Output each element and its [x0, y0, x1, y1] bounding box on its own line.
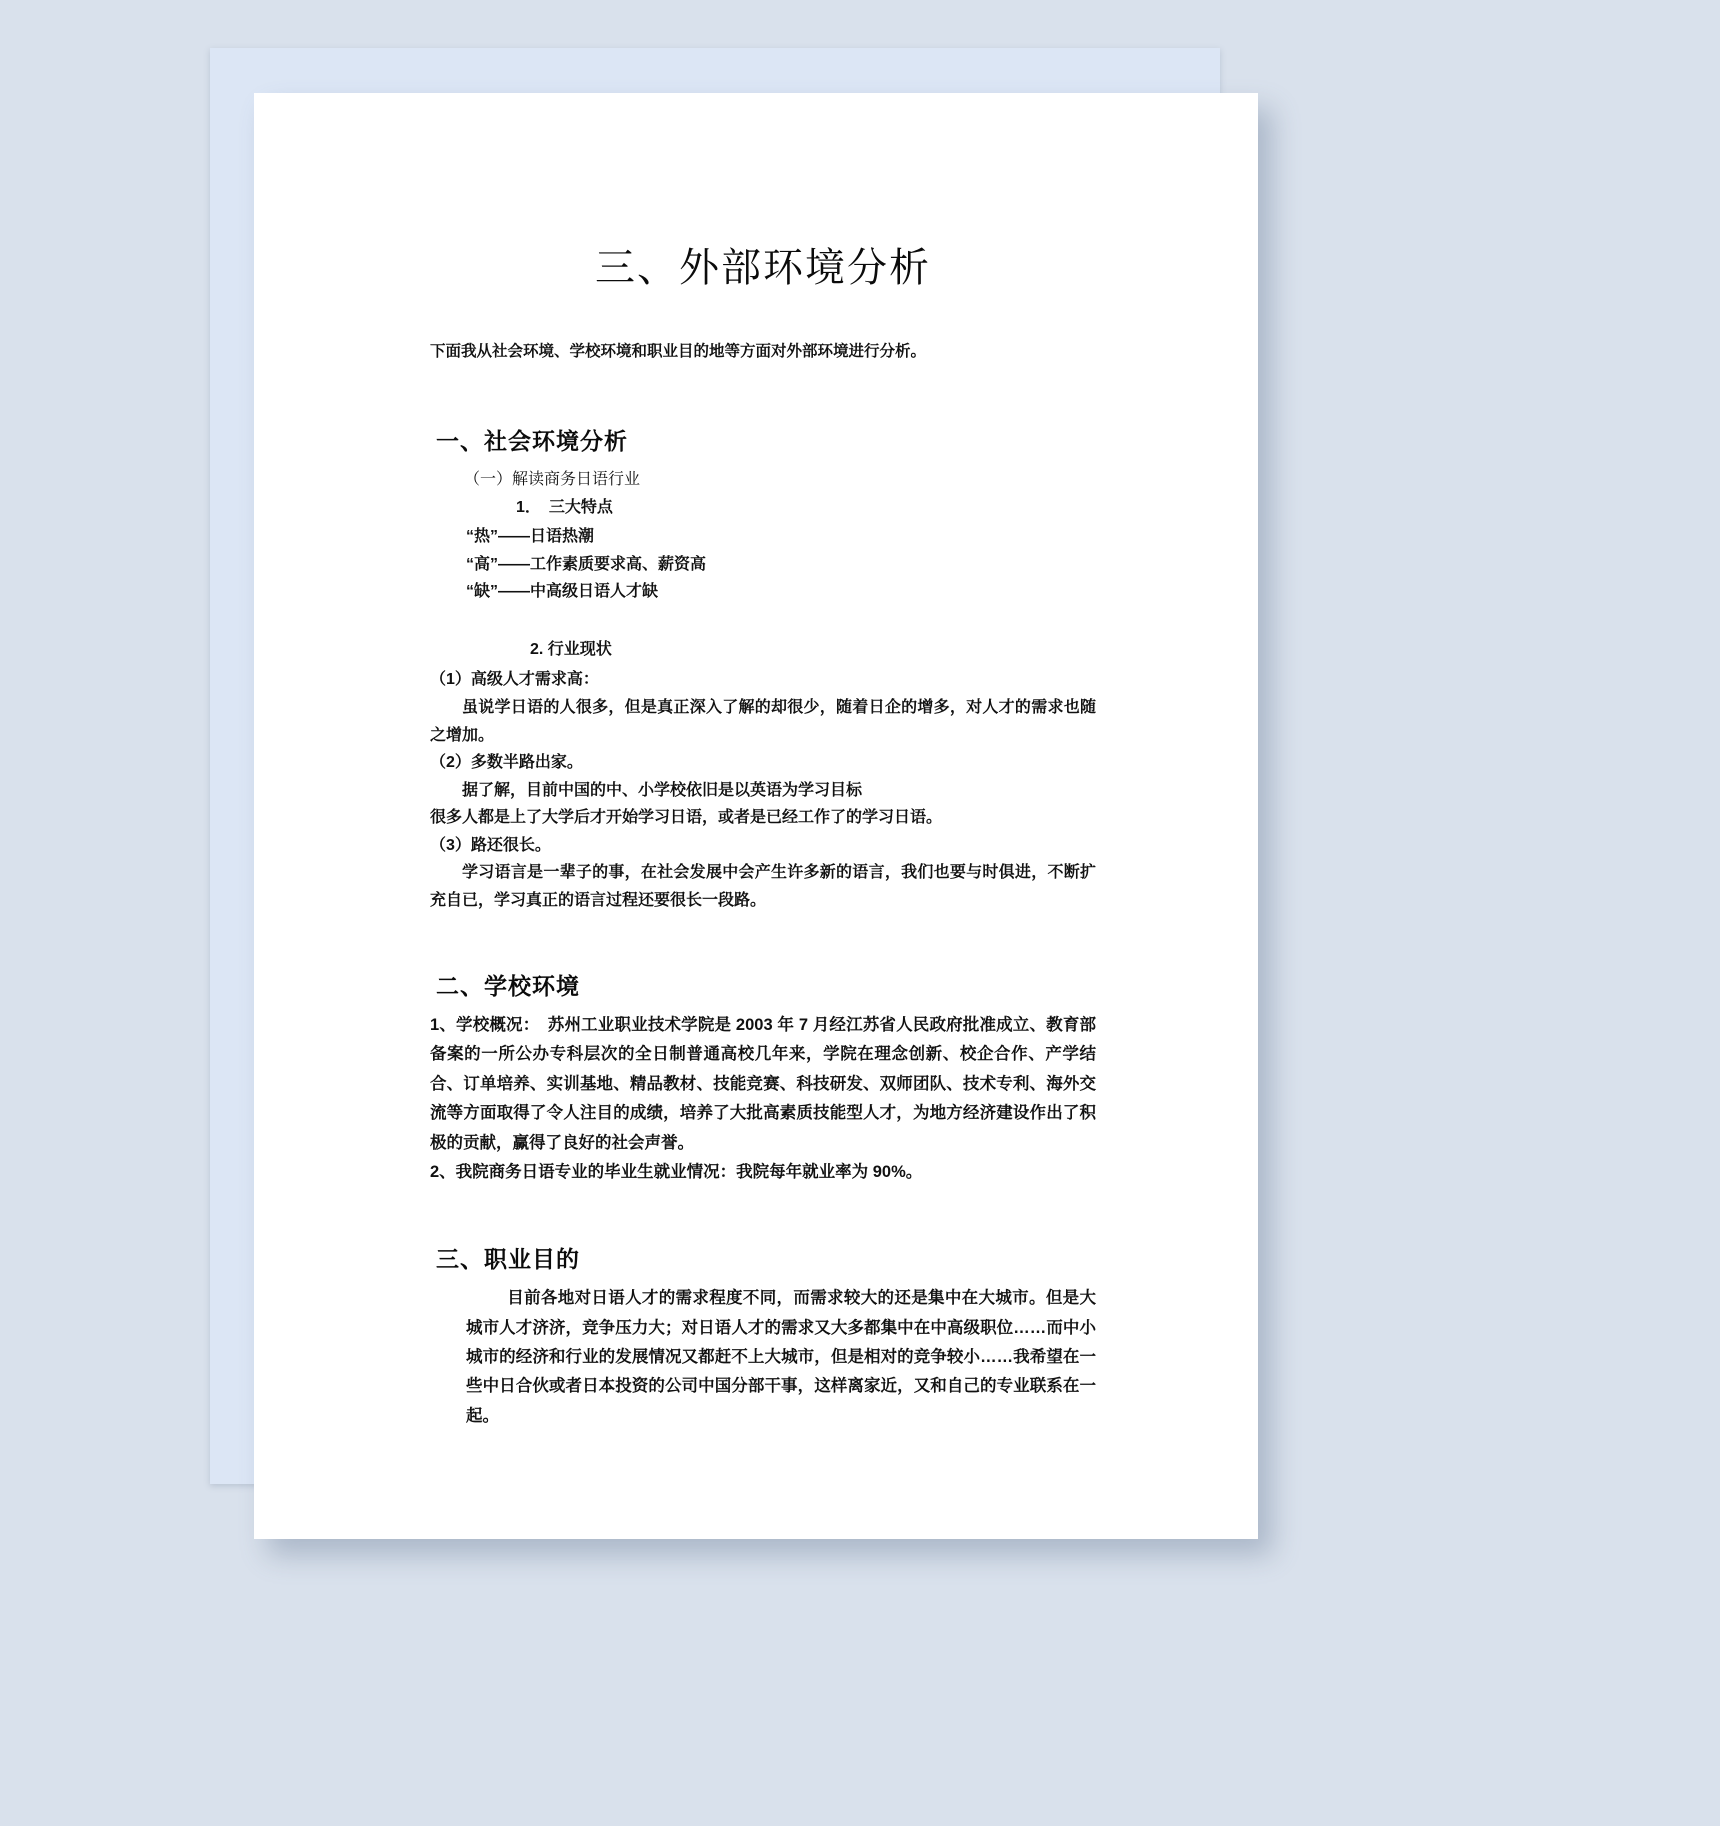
item-label-career-switch: （2）多数半路出家。: [430, 754, 583, 772]
item-label-long-road: （3）路还很长。: [430, 836, 551, 854]
trait-item-hot: “热”——日语热潮: [466, 528, 595, 546]
list-heading-three-traits: 1． 三大特点: [516, 499, 613, 517]
document-page: [254, 93, 1258, 1539]
item-body-career-switch: 据了解，目前中国的中、小学校依旧是以英语为学习目标: [462, 781, 863, 799]
section-school-environment: [430, 968, 1096, 1187]
career-goal-paragraph: 目前各地对日语人才的需求程度不同，而需求较大的还是集中在大城市。但是大城市人才济济，竞争压力大；对日语人才的需求又大多都集中在中高级职位……而中小城市的经济和行业的发展情况又都赶不上大城市，但是相对的竞争较小……我希望在一些中日合伙或者日本投资的公司中国分部干事，这样离家近，又和自己的专业联系在一起。: [466, 1289, 1096, 1425]
school-overview-paragraph: 1、学校概况： 苏州工业职业技术学院是 2003 年 7 月经江苏省人民政府批准成立、教育部备案的一所公办专科层次的全日制普通高校几年来，学院在理念创新、校企合作、产学结合、订单培养、实训基地、精品教材、技能竞赛、科技研发、双师团队、技术专利、海外交流等方面取得了令人注目的成绩，培养了大批高素质技能型人才，为地方经济建设作出了积极的贡献，赢得了良好的社会声誉。: [430, 1016, 1096, 1152]
page-content: [430, 243, 1096, 1431]
trait-item-scarce: “缺”——中高级日语人才缺: [466, 583, 659, 601]
item-body-demand: 虽说学日语的人很多，但是真正深入了解的却很少，随着日企的增多，对人才的需求也随之增加。: [430, 699, 1096, 744]
item-body-long-road: 学习语言是一辈子的事，在社会发展中会产生许多新的语言，我们也要与时俱进，不断扩充自已，学习真正的语言过程还要很长一段路。: [430, 864, 1096, 909]
item-label-demand: （1）高级人才需求高：: [430, 671, 599, 689]
item-body-career-switch-cont: 很多人都是上了大学后才开始学习日语，或者是已经工作了的学习日语。: [430, 809, 943, 827]
list-heading-industry-status: 2. 行业现状: [530, 640, 612, 658]
school-employment-paragraph: 2、我院商务日语专业的毕业生就业情况：我院每年就业率为 90%。: [430, 1162, 923, 1181]
section-social-environment: [430, 423, 1096, 914]
section-heading-school: 二、学校环境: [436, 973, 580, 1000]
page-title: 三、外部环境分析: [595, 245, 931, 291]
trait-item-high: “高”——工作素质要求高、薪资高: [466, 555, 707, 573]
section-heading-social: 一、社会环境分析: [436, 428, 628, 455]
section-career-goal: [430, 1241, 1096, 1431]
subsection-heading-industry: （一）解读商务日语行业: [464, 471, 641, 489]
intro-paragraph: 下面我从社会环境、学校环境和职业目的地等方面对外部环境进行分析。: [430, 343, 927, 360]
section-heading-career-goal: 三、职业目的: [436, 1246, 580, 1273]
